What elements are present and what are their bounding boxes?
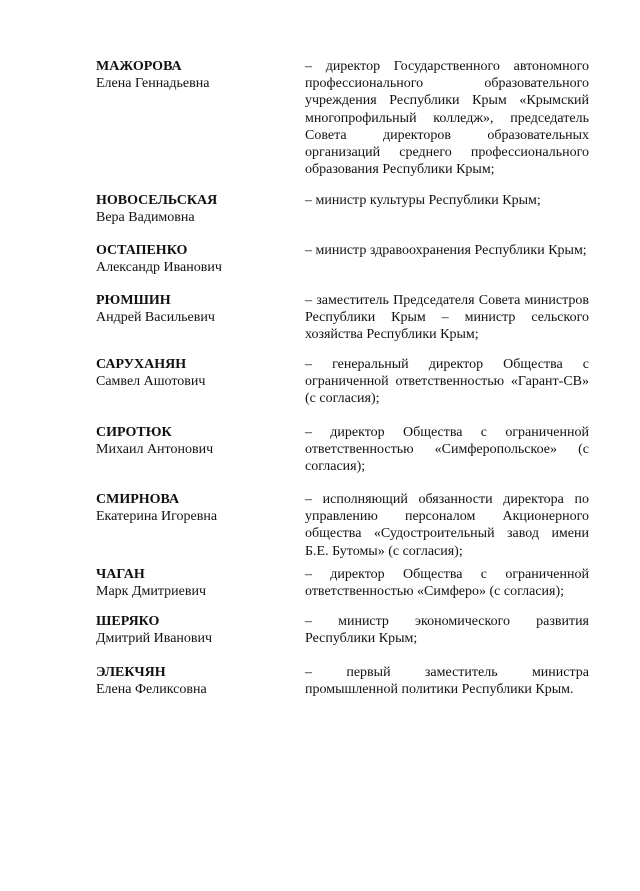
member-surname: СИРОТЮК [96, 425, 172, 440]
member-role: – директор Общества с ограниченной ответственностью «Симферо» (с согласия); [305, 567, 589, 600]
member-name [96, 292, 286, 326]
member-role: – министр культуры Республики Крым; [305, 193, 541, 208]
member-surname: ШЕРЯКО [96, 614, 160, 629]
member-name [96, 242, 286, 276]
member-name [96, 424, 286, 458]
member-given-name: Елена Геннадьевна [96, 76, 210, 91]
member-given-name: Дмитрий Иванович [96, 631, 213, 646]
member-surname: РЮМШИН [96, 293, 171, 308]
member-surname: САРУХАНЯН [96, 357, 187, 372]
member-name [96, 566, 286, 600]
member-name [96, 491, 286, 525]
member-role: – директор Государственного автономного профессионального образовательного учреждения Республики Крым «Крымский многопрофильный колледж», председатель Совета директоров образовательных организаций среднего профессионального образования Республики Крым; [305, 59, 589, 178]
member-surname: ЧАГАН [96, 567, 145, 582]
member-given-name: Андрей Васильевич [96, 310, 215, 325]
member-role: – заместитель Председателя Совета министров Республики Крым – министр сельского хозяйства Республики Крым; [305, 293, 589, 343]
member-surname: ЭЛЕКЧЯН [96, 665, 166, 680]
member-given-name: Вера Вадимовна [96, 210, 195, 225]
member-role: – исполняющий обязанности директора по управлению персоналом Акционерного общества «Судостроительный завод имени Б.Е. Бутомы» (с согласия); [305, 492, 589, 559]
member-surname: СМИРНОВА [96, 492, 180, 507]
member-role: – министр здравоохранения Республики Крым; [305, 243, 587, 258]
member-name [96, 192, 286, 226]
member-surname: ОСТАПЕНКО [96, 243, 188, 258]
member-given-name: Марк Дмитриевич [96, 584, 207, 599]
member-role: – министр экономического развития Республики Крым; [305, 614, 589, 647]
member-name [96, 58, 286, 92]
member-name [96, 356, 286, 390]
member-role: – директор Общества с ограниченной ответственностью «Симферопольское» (с согласия); [305, 425, 589, 475]
member-name [96, 664, 286, 698]
member-name [96, 613, 286, 647]
member-given-name: Самвел Ашотович [96, 374, 206, 389]
member-given-name: Екатерина Игоревна [96, 509, 218, 524]
member-given-name: Александр Иванович [96, 260, 222, 275]
member-surname: МАЖОРОВА [96, 59, 182, 74]
member-surname: НОВОСЕЛЬСКАЯ [96, 193, 218, 208]
member-given-name: Елена Феликсовна [96, 682, 207, 697]
member-role: – генеральный директор Общества с ограниченной ответственностью «Гарант-СВ» (с согласия); [305, 357, 589, 407]
member-role: – первый заместитель министра промышленной политики Республики Крым. [305, 665, 589, 698]
member-given-name: Михаил Антонович [96, 442, 214, 457]
